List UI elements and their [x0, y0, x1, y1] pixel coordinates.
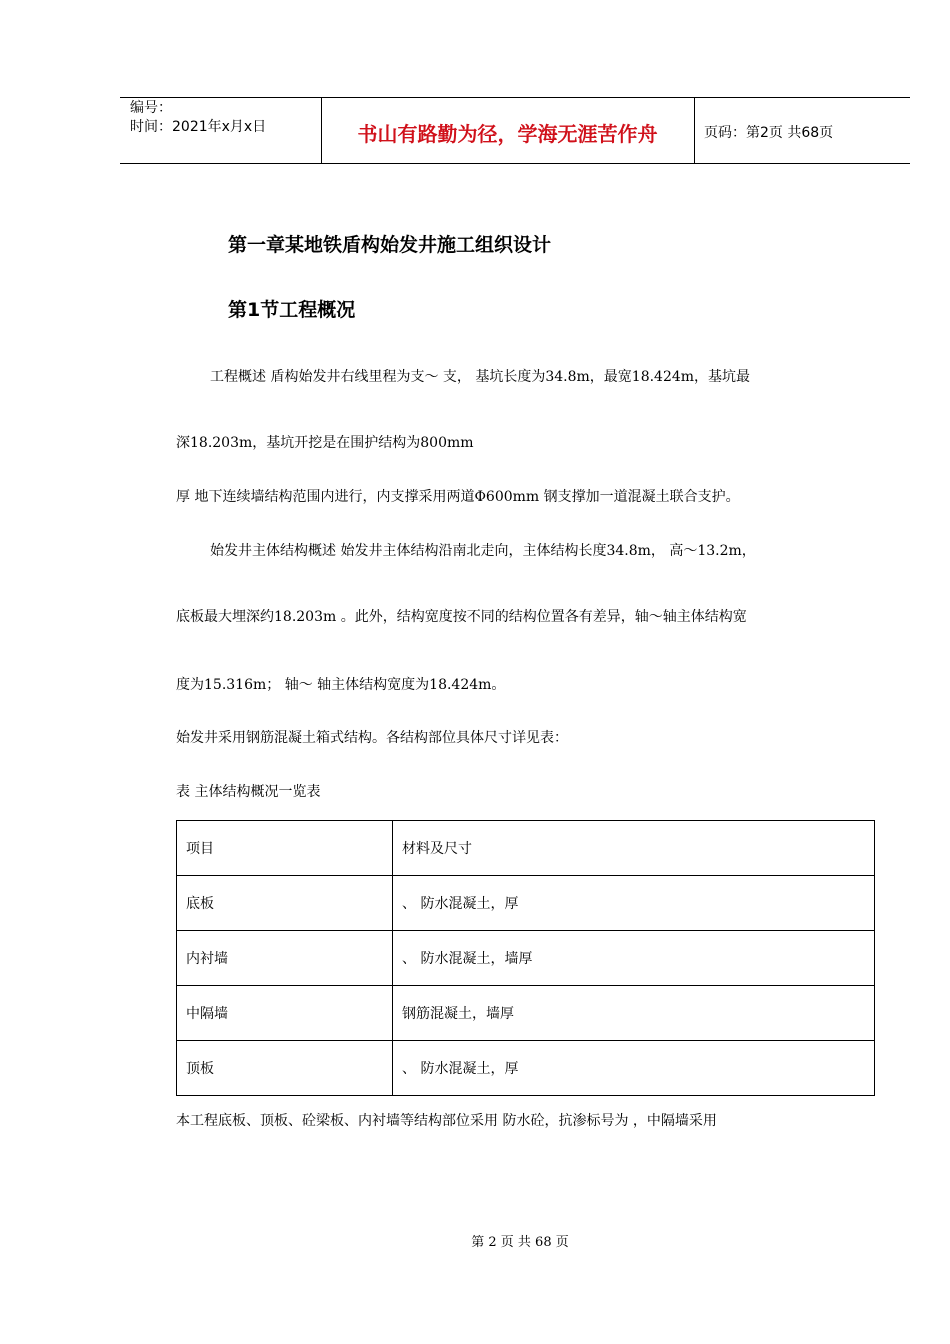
paragraph-line-7: 始发井采用钢筋混凝土箱式结构。各结构部位具体尺寸详见表： [176, 730, 568, 746]
header-time-label: 时间：2021年x月x日 [130, 119, 267, 135]
paragraph-line-3: 厚 地下连续墙结构范围内进行，内支撑采用两道Φ600mm 钢支撑加一道混凝土联合支护。 [176, 489, 740, 505]
header-divider-2 [694, 97, 695, 163]
paragraph-line-1: 工程概述 盾构始发井右线里程为支～ 支， 基坑长度为34.8m，最宽18.424m，基坑最 [210, 369, 751, 385]
paragraph-line-6: 度为15.316m； 轴～ 轴主体结构宽度为18.424m。 [176, 677, 506, 693]
table-cell: 中隔墙 [177, 986, 393, 1041]
chapter-title: 第一章某地铁盾构始发井施工组织设计 [228, 234, 552, 256]
table-header-row [177, 821, 875, 876]
table-caption: 表 主体结构概况一览表 [176, 784, 321, 800]
section-title: 第1节工程概况 [228, 299, 356, 321]
footer-page-text: 第 2 页 共 68 页 [471, 1235, 569, 1250]
paragraph-after-table: 本工程底板、顶板、砼梁板、内衬墙等结构部位采用 防水砼，抗渗标号为 ，中隔墙采用 [176, 1113, 717, 1129]
table-cell: 、 防水混凝土，墙厚 [393, 931, 875, 986]
paragraph-line-4: 始发井主体结构概述 始发井主体结构沿南北走向，主体结构长度34.8m， 高～13.2m， [210, 543, 756, 559]
table-row [177, 931, 875, 986]
structure-table [176, 820, 875, 1096]
table-row [177, 986, 875, 1041]
paragraph-line-2: 深18.203m，基坑开挖是在围护结构为800mm [176, 435, 474, 451]
header-bottom-rule [120, 163, 910, 164]
table-row [177, 1041, 875, 1096]
paragraph-line-5: 底板最大埋深约18.203m 。此外，结构宽度按不同的结构位置各有差异，轴～轴主体结构宽 [176, 609, 747, 625]
table-cell: 钢筋混凝土，墙厚 [393, 986, 875, 1041]
table-header-cell: 材料及尺寸 [393, 821, 875, 876]
page-footer [0, 1231, 950, 1250]
table-header-cell: 项目 [177, 821, 393, 876]
header-number-label: 编号： [130, 100, 172, 116]
header-meta [130, 99, 266, 137]
header-motto: 书山有路勤为径，学海无涯苦作舟 [357, 122, 658, 146]
table-row [177, 876, 875, 931]
table-cell: 底板 [177, 876, 393, 931]
table-cell: 、 防水混凝土，厚 [393, 876, 875, 931]
table-cell: 顶板 [177, 1041, 393, 1096]
table-cell: 内衬墙 [177, 931, 393, 986]
header-top-rule [120, 97, 910, 98]
header-page-label: 页码：第2页 共68页 [704, 125, 834, 141]
table-cell: 、 防水混凝土，厚 [393, 1041, 875, 1096]
